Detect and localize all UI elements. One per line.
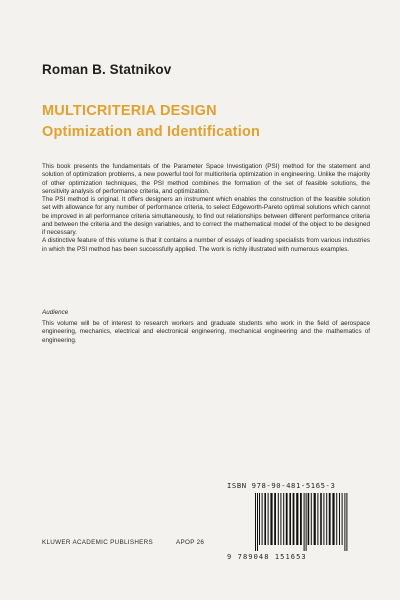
description	[42, 163, 370, 254]
publisher-name: KLUWER ACADEMIC PUBLISHERS	[42, 539, 154, 546]
book-subtitle: Optimization and Identification	[42, 124, 261, 140]
book-title: MULTICRITERIA DESIGN	[42, 103, 217, 119]
description-paragraph-2: The PSI method is original. It offers designers an instrument which enables the construction of the feasible solution set with allowance for any number of performance criteria, to select Edgeworth-Pareto optimal solutions which cannot be improved in all performance criteria simultaneously, to find out relationships between different performance criteria and between the criteria and the design variables, and to correct the mathematical model of the object to be designed if necessary.	[42, 196, 370, 236]
audience-heading: Audience	[42, 309, 69, 316]
barcode-digits: 9 789048 151653	[227, 553, 307, 561]
audience-text: This volume will be of interest to research workers and graduate students who work in the field of aerospace engineering, mechanics, electrical and electronical engineering, mechanical engineering and the mathematics of engineering.	[42, 320, 370, 344]
description-paragraph-3: A distinctive feature of this volume is that it contains a number of essays of leading specialists from various industries in which the PSI method has been successfully applied. The work is richly illustrated with numerous examples.	[42, 237, 370, 253]
barcode	[254, 493, 370, 551]
isbn-label: ISBN 978-90-481-5165-3	[227, 481, 336, 490]
author-name: Roman B. Statnikov	[42, 62, 172, 77]
description-paragraph-1: This book presents the fundamentals of the Parameter Space Investigation (PSI) method for the statement and solution of optimization problems, a new powerful tool for multicriteria optimization in engineering. Unlike the majority of other optimization techniques, the PSI method combines the formation of the set of feasible solutions, the sensitivity analysis of performance criteria, and optimization.	[42, 163, 370, 195]
series-code: APOP 26	[176, 539, 205, 546]
